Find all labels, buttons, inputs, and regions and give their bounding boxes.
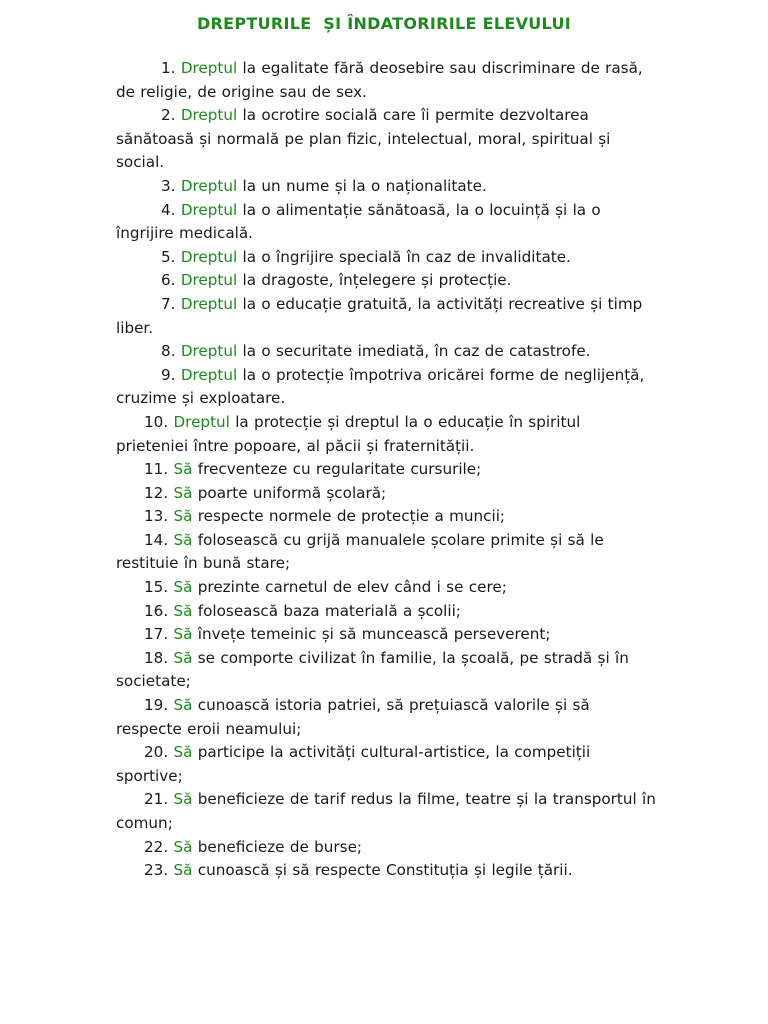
item-keyword: Să xyxy=(173,507,193,526)
item-keyword: Să xyxy=(173,743,193,762)
item-number: 12. xyxy=(144,483,169,502)
list-item xyxy=(116,788,656,835)
list-item xyxy=(116,576,656,600)
item-text: la o îngrijire specială în caz de invaliditate. xyxy=(237,247,571,266)
item-number: 7. xyxy=(161,294,176,313)
item-number: 2. xyxy=(161,106,176,125)
item-keyword: Să xyxy=(173,483,193,502)
item-keyword: Dreptul xyxy=(180,247,238,266)
list-item xyxy=(116,647,656,694)
list-item xyxy=(116,505,656,529)
item-number: 16. xyxy=(144,601,169,620)
item-number: 9. xyxy=(161,365,176,384)
item-number: 6. xyxy=(161,271,176,290)
item-keyword: Să xyxy=(173,460,193,479)
item-number: 10. xyxy=(144,412,169,431)
list-item xyxy=(116,293,656,340)
item-number: 19. xyxy=(144,696,169,715)
item-text: învețe temeinic și să muncească perseverent; xyxy=(192,625,551,644)
item-number: 1. xyxy=(161,59,176,77)
item-text: la o protecție împotriva oricărei forme de neglijență, cruzime și exploatare. xyxy=(116,365,645,408)
item-keyword: Dreptul xyxy=(180,294,238,313)
item-text: participe la activități cultural-artistice, la competiții sportive; xyxy=(116,743,591,785)
item-number: 23. xyxy=(144,861,169,880)
item-text: la ocrotire socială care îi permite dezvoltarea sănătoasă și normală pe plan fizic, intelectual, moral, spiritual și social. xyxy=(116,106,611,172)
item-keyword: Dreptul xyxy=(180,271,238,290)
item-number: 3. xyxy=(161,176,176,195)
list-item xyxy=(116,600,656,624)
item-text: la o securitate imediată, în caz de catastrofe. xyxy=(237,342,591,361)
item-text: se comporte civilizat în familie, la școală, pe stradă și în societate; xyxy=(116,648,629,691)
list-item xyxy=(116,623,656,647)
item-keyword: Să xyxy=(173,530,193,549)
item-keyword: Să xyxy=(173,696,193,715)
item-keyword: Dreptul xyxy=(180,176,238,195)
list-item xyxy=(116,269,656,293)
item-number: 8. xyxy=(161,342,176,361)
list-item xyxy=(116,529,656,576)
item-number: 18. xyxy=(144,648,169,667)
item-number: 13. xyxy=(144,507,169,526)
list-item xyxy=(116,57,656,104)
item-text: la egalitate fără deosebire sau discriminare de rasă, de religie, de origine sau de sex. xyxy=(116,59,643,101)
item-keyword: Să xyxy=(173,790,193,809)
item-text: beneficieze de tarif redus la filme, teatre și la transportul în comun; xyxy=(116,790,656,832)
item-text: respecte normele de protecție a muncii; xyxy=(192,507,506,526)
list-item xyxy=(116,199,656,246)
list-item xyxy=(116,458,656,482)
list-item xyxy=(116,246,656,270)
list-item xyxy=(116,694,656,741)
item-number: 17. xyxy=(144,625,169,644)
item-keyword: Să xyxy=(173,578,193,597)
item-keyword: Să xyxy=(173,601,193,620)
list-item xyxy=(116,836,656,860)
item-text: frecventeze cu regularitate cursurile; xyxy=(192,460,482,479)
item-text: la un nume și la o naționalitate. xyxy=(237,176,487,195)
item-text: prezinte carnetul de elev când i se cere; xyxy=(192,578,507,597)
page-title: DREPTURILE ȘI ÎNDATORIRILE ELEVULUI xyxy=(196,14,572,33)
list-item xyxy=(116,104,656,175)
list-item xyxy=(116,364,656,411)
list-item xyxy=(116,482,656,506)
item-keyword: Să xyxy=(173,861,193,880)
item-keyword: Dreptul xyxy=(180,342,238,361)
item-keyword: Dreptul xyxy=(173,412,230,431)
list-item xyxy=(116,411,656,458)
item-text: la o educație gratuită, la activități recreative și timp liber. xyxy=(116,294,643,337)
item-text: la protecție și dreptul la o educație în spiritul prieteniei între popoare, al păcii și fraternității. xyxy=(116,412,581,455)
item-keyword: Dreptul xyxy=(180,200,238,219)
list-item xyxy=(116,340,656,364)
item-keyword: Dreptul xyxy=(180,106,238,125)
item-number: 5. xyxy=(161,247,176,266)
list-item xyxy=(116,859,656,883)
item-keyword: Să xyxy=(173,625,193,644)
item-text: cunoască istoria patriei, să prețuiască valorile și să respecte eroii neamului; xyxy=(116,696,590,738)
item-number: 14. xyxy=(144,530,169,549)
item-number: 11. xyxy=(144,460,169,479)
item-keyword: Dreptul xyxy=(180,59,238,77)
item-text: la dragoste, înțelegere și protecție. xyxy=(237,271,512,290)
item-number: 20. xyxy=(144,743,169,762)
item-text: folosească cu grijă manualele școlare primite și să le restituie în bună stare; xyxy=(116,530,604,573)
list-item xyxy=(116,741,656,788)
item-keyword: Să xyxy=(173,837,193,856)
item-text: beneficieze de burse; xyxy=(192,837,363,856)
item-text: cunoască și să respecte Constituția și legile țării. xyxy=(192,861,573,880)
list-item xyxy=(116,175,656,199)
item-number: 22. xyxy=(144,837,169,856)
item-text: poarte uniformă școlară; xyxy=(192,483,387,502)
item-number: 4. xyxy=(161,200,176,219)
item-keyword: Dreptul xyxy=(180,365,238,384)
rights-and-duties-list xyxy=(116,57,656,883)
item-keyword: Să xyxy=(173,648,193,667)
item-text: folosească baza materială a școlii; xyxy=(192,601,461,620)
item-number: 21. xyxy=(144,790,169,809)
item-text: la o alimentație sănătoasă, la o locuință și la o îngrijire medicală. xyxy=(116,200,601,243)
item-number: 15. xyxy=(144,578,169,597)
